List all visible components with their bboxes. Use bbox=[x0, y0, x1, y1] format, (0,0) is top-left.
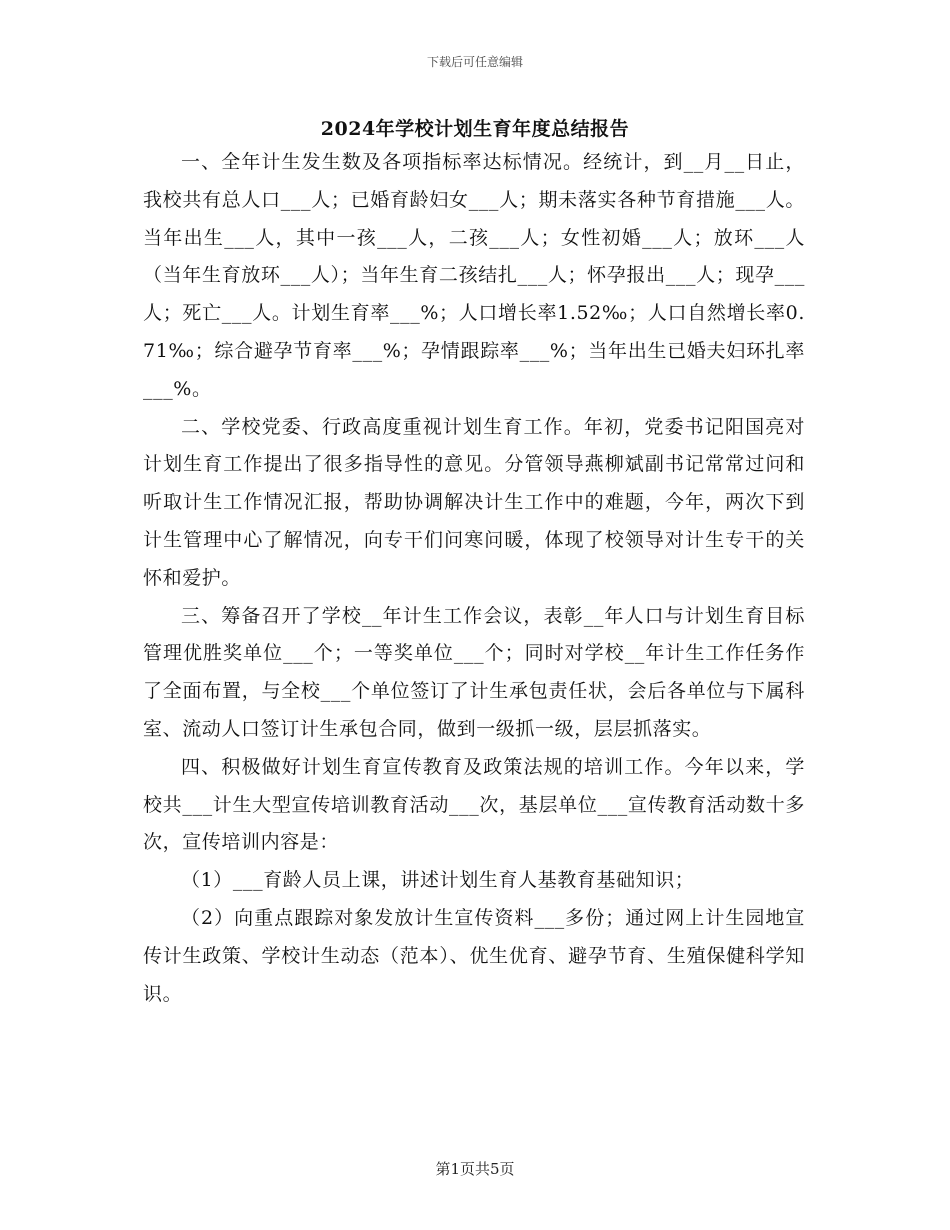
paragraph-1: 一、全年计生发生数及各项指标率达标情况。经统计，到__月__日止，我校共有总人口___人；已婚育龄妇女___人；期未落实各种节育措施___人。当年出生___人，其中一孩___人，二孩___人；女性初婚___人；放环___人（当年生育放环___人）；当年生育二孩结扎___人；怀孕报出___人；现孕___人；死亡___人。计划生育率___%；人口增长率1.52‰；人口自然增长率0.71‰；综合避孕节育率___%；孕情跟踪率___%；当年出生已婚夫妇环扎率___%。 bbox=[143, 151, 805, 400]
document-body bbox=[143, 144, 805, 1013]
paragraph-4: 四、积极做好计划生育宣传教育及政策法规的培训工作。今年以来，学校共___计生大型宣传培训教育活动___次，基层单位___宣传教育活动数十多次，宣传培训内容是： bbox=[143, 755, 805, 854]
page-number: 第1页共5页 bbox=[435, 1160, 515, 1178]
paragraph-3: 三、筹备召开了学校__年计生工作会议，表彰__年人口与计划生育目标管理优胜奖单位___个；一等奖单位___个；同时对学校__年计生工作任务作了全面布置，与全校___个单位签订了计生承包责任状，会后各单位与下属科室、流动人口签订计生承包合同，做到一级抓一级，层层抓落实。 bbox=[143, 604, 805, 740]
document-title: 2024年学校计划生育年度总结报告 bbox=[320, 118, 630, 140]
header-note: 下载后可任意编辑 bbox=[426, 55, 523, 69]
paragraph-5: （1）___育龄人员上课，讲述计划生育人基教育基础知识； bbox=[181, 869, 695, 892]
paragraph-6: （2）向重点跟踪对象发放计生宣传资料___多份；通过网上计生园地宣传计生政策、学校计生动态（范本）、优生优育、避孕节育、生殖保健科学知识。 bbox=[143, 906, 805, 1005]
paragraph-2: 二、学校党委、行政高度重视计划生育工作。年初，党委书记阳国亮对计划生育工作提出了很多指导性的意见。分管领导燕柳斌副书记常常过问和听取计生工作情况汇报，帮助协调解决计生工作中的难题，今年，两次下到计生管理中心了解情况，向专干们问寒问暖，体现了校领导对计生专干的关怀和爱护。 bbox=[143, 415, 805, 589]
